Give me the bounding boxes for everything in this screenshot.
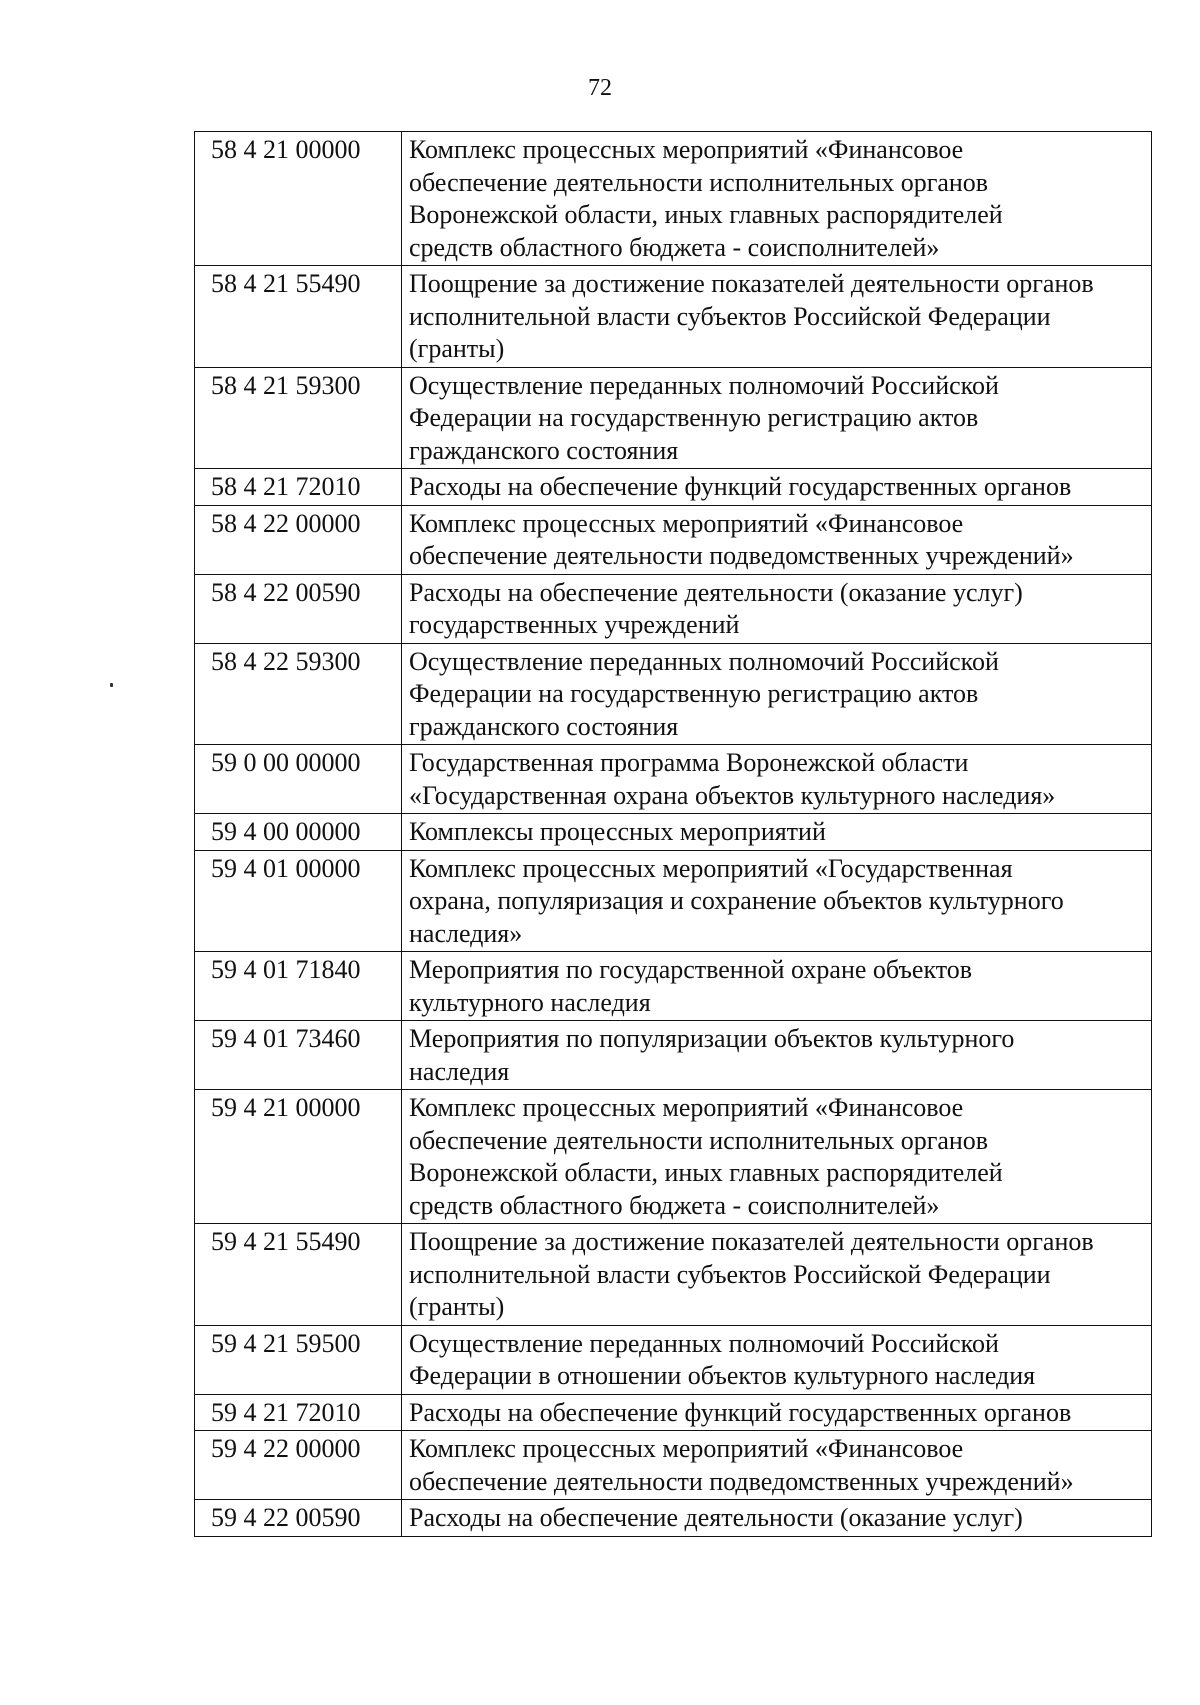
row-code: 59 4 21 59500 xyxy=(195,1325,402,1394)
description-line: «Государственная охрана объектов культурного наследия» xyxy=(409,780,1056,810)
description-line: Комплекс процессных мероприятий «Финансовое xyxy=(409,1434,964,1463)
row-description xyxy=(402,132,1152,266)
description-line: Комплекс процессных мероприятий «Государственная xyxy=(409,853,1013,883)
row-code: 59 4 01 73460 xyxy=(195,1021,402,1090)
table-row xyxy=(195,132,1152,266)
description-line: Осуществление переданных полномочий Российской xyxy=(409,370,999,400)
row-description xyxy=(402,1090,1152,1224)
description-line: гражданского состояния xyxy=(409,435,679,465)
row-code: 59 4 21 00000 xyxy=(195,1090,402,1224)
row-description xyxy=(402,1500,1152,1537)
row-description xyxy=(402,745,1152,814)
description-line: (гранты) xyxy=(409,334,505,363)
row-description xyxy=(402,505,1152,574)
description-line: Осуществление переданных полномочий Российской xyxy=(409,1328,999,1358)
description-line: Государственная программа Воронежской области xyxy=(409,748,969,777)
description-line: обеспечение деятельности исполнительных органов xyxy=(409,167,989,197)
description-line: Расходы на обеспечение функций государственных органов xyxy=(409,1397,1072,1427)
table-body xyxy=(195,132,1152,1537)
table-row xyxy=(195,367,1152,469)
description-line: Комплексы процессных мероприятий xyxy=(409,817,826,846)
row-description xyxy=(402,952,1152,1021)
description-line: Поощрение за достижение показателей деятельности органов xyxy=(409,1227,1094,1256)
row-description xyxy=(402,469,1152,506)
row-code: 58 4 21 72010 xyxy=(195,469,402,506)
row-code: 58 4 21 59300 xyxy=(195,367,402,469)
description-line: государственных учреждений xyxy=(409,610,740,639)
row-description xyxy=(402,814,1152,851)
description-line: Федерации на государственную регистрацию актов xyxy=(409,679,979,708)
row-description xyxy=(402,1224,1152,1326)
row-code: 59 4 00 00000 xyxy=(195,814,402,851)
row-code: 59 4 01 00000 xyxy=(195,850,402,952)
table-row xyxy=(195,1500,1152,1537)
row-description xyxy=(402,1325,1152,1394)
table-row xyxy=(195,1325,1152,1394)
description-line: исполнительной власти субъектов Российской Федерации xyxy=(409,301,1051,331)
table-row xyxy=(195,1394,1152,1431)
description-line: обеспечение деятельности подведомственных учреждений» xyxy=(409,541,1074,570)
description-line: Федерации на государственную регистрацию актов xyxy=(409,403,979,432)
description-line: обеспечение деятельности исполнительных органов xyxy=(409,1125,989,1155)
table-row xyxy=(195,745,1152,814)
row-code: 59 4 22 00000 xyxy=(195,1431,402,1500)
description-line: Комплекс процессных мероприятий «Финансовое xyxy=(409,508,964,538)
row-description xyxy=(402,574,1152,643)
description-line: Мероприятия по популяризации объектов культурного xyxy=(409,1024,1015,1053)
row-code: 59 4 21 55490 xyxy=(195,1224,402,1326)
table-row xyxy=(195,469,1152,506)
row-description xyxy=(402,1021,1152,1090)
row-code: 58 4 21 55490 xyxy=(195,266,402,368)
description-line: средств областного бюджета - соисполнителей» xyxy=(409,232,940,262)
table-row xyxy=(195,814,1152,851)
description-line: Расходы на обеспечение деятельности (оказание услуг) xyxy=(409,577,1023,607)
row-code: 59 4 01 71840 xyxy=(195,952,402,1021)
description-line: Воронежской области, иных главных распорядителей xyxy=(409,200,1003,229)
description-line: Расходы на обеспечение деятельности (оказание услуг) xyxy=(409,1503,1023,1532)
table-row xyxy=(195,1090,1152,1224)
table-row xyxy=(195,266,1152,368)
scan-mark xyxy=(110,683,113,687)
description-line: наследия xyxy=(409,1056,510,1086)
description-line: обеспечение деятельности подведомственных учреждений» xyxy=(409,1466,1074,1496)
row-description xyxy=(402,367,1152,469)
page-number: 72 xyxy=(588,75,612,101)
row-code: 59 0 00 00000 xyxy=(195,745,402,814)
row-description xyxy=(402,643,1152,745)
description-line: охрана, популяризация и сохранение объектов культурного xyxy=(409,886,1064,915)
table-row xyxy=(195,850,1152,952)
description-line: Федерации в отношении объектов культурного наследия xyxy=(409,1361,1036,1390)
description-line: Поощрение за достижение показателей деятельности органов xyxy=(409,269,1094,298)
row-code: 58 4 22 00000 xyxy=(195,505,402,574)
table-row xyxy=(195,952,1152,1021)
row-code: 59 4 22 00590 xyxy=(195,1500,402,1537)
description-line: Комплекс процессных мероприятий «Финансовое xyxy=(409,135,964,164)
description-line: наследия» xyxy=(409,918,523,948)
table-row xyxy=(195,643,1152,745)
description-line: Расходы на обеспечение функций государственных органов xyxy=(409,472,1072,501)
budget-codes-table xyxy=(194,131,1152,1537)
row-code: 58 4 21 00000 xyxy=(195,132,402,266)
description-line: исполнительной власти субъектов Российской Федерации xyxy=(409,1259,1051,1289)
description-line: (гранты) xyxy=(409,1292,505,1321)
description-line: Осуществление переданных полномочий Российской xyxy=(409,646,999,676)
description-line: Комплекс процессных мероприятий «Финансовое xyxy=(409,1093,964,1122)
description-line: культурного наследия xyxy=(409,987,651,1017)
table-row xyxy=(195,505,1152,574)
row-description xyxy=(402,1394,1152,1431)
table-row xyxy=(195,1431,1152,1500)
row-code: 58 4 22 00590 xyxy=(195,574,402,643)
description-line: средств областного бюджета - соисполнителей» xyxy=(409,1190,940,1220)
table-row xyxy=(195,1224,1152,1326)
row-description xyxy=(402,266,1152,368)
description-line: Воронежской области, иных главных распорядителей xyxy=(409,1158,1003,1187)
description-line: гражданского состояния xyxy=(409,711,679,741)
table-row xyxy=(195,1021,1152,1090)
row-code: 59 4 21 72010 xyxy=(195,1394,402,1431)
table-row xyxy=(195,574,1152,643)
row-description xyxy=(402,1431,1152,1500)
row-description xyxy=(402,850,1152,952)
row-code: 58 4 22 59300 xyxy=(195,643,402,745)
description-line: Мероприятия по государственной охране объектов xyxy=(409,955,973,984)
